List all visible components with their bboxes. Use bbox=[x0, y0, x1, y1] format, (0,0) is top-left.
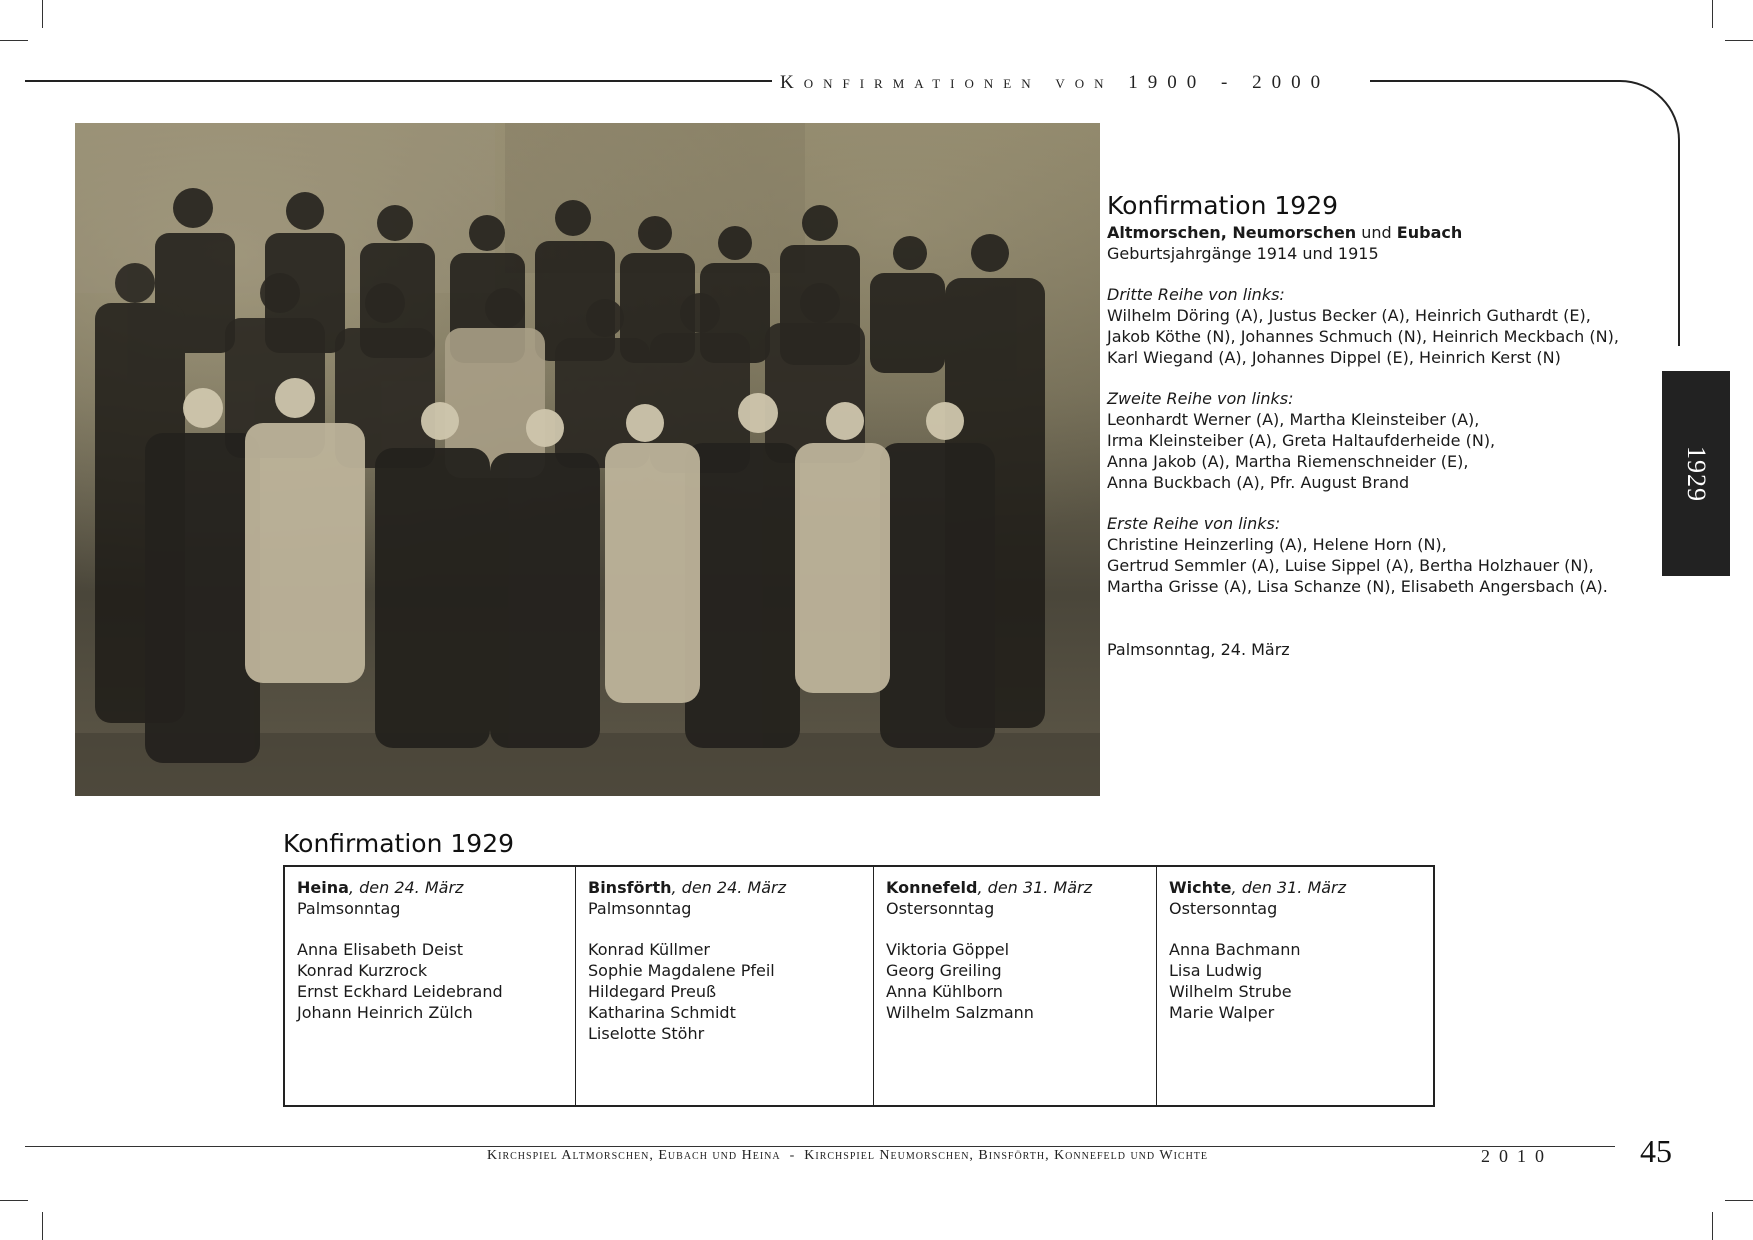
footer-year: 2010 bbox=[1481, 1146, 1553, 1166]
column-date: , den 31. März bbox=[1231, 878, 1347, 897]
crop-mark bbox=[0, 1200, 28, 1201]
row-names-line: Anna Buckbach (A), Pfr. August Brand bbox=[1107, 473, 1410, 492]
confirmand-name: Johann Heinrich Zülch bbox=[297, 1003, 473, 1022]
page-number: 45 bbox=[1640, 1133, 1672, 1169]
row-names-line: Martha Grisse (A), Lisa Schanze (N), Elisabeth Angersbach (A). bbox=[1107, 577, 1608, 596]
column-heading bbox=[297, 877, 563, 898]
crop-mark bbox=[1725, 1200, 1753, 1201]
row-heading: Zweite Reihe von links: bbox=[1107, 389, 1294, 408]
caption-place-1: Altmorschen, Neumorschen bbox=[1107, 223, 1357, 242]
column-occasion: Ostersonntag bbox=[886, 899, 995, 918]
row-names-line: Gertrud Semmler (A), Luise Sippel (A), Bertha Holzhauer (N), bbox=[1107, 556, 1594, 575]
parish-column-binsforth bbox=[576, 867, 874, 1105]
column-heading bbox=[1169, 877, 1421, 898]
confirmand-name: Viktoria Göppel bbox=[886, 940, 1010, 959]
column-place: Binsförth bbox=[588, 878, 672, 897]
confirmand-name: Wilhelm Salzmann bbox=[886, 1003, 1034, 1022]
parish-column-wichte bbox=[1157, 867, 1433, 1105]
row-names-line: Karl Wiegand (A), Johannes Dippel (E), Heinrich Kerst (N) bbox=[1107, 348, 1561, 367]
row-heading: Dritte Reihe von links: bbox=[1107, 285, 1285, 304]
column-date: , den 24. März bbox=[348, 878, 464, 897]
row-names-line: Irma Kleinsteiber (A), Greta Haltaufderheide (N), bbox=[1107, 431, 1496, 450]
row-names-line: Anna Jakob (A), Martha Riemenschneider (E), bbox=[1107, 452, 1469, 471]
year-tab-label: 1929 bbox=[1682, 445, 1711, 502]
crop-mark bbox=[1712, 0, 1713, 28]
crop-mark bbox=[0, 40, 28, 41]
row-heading: Erste Reihe von links: bbox=[1107, 514, 1281, 533]
lower-section-title: Konfirmation 1929 bbox=[283, 829, 515, 858]
caption-place-connector: und bbox=[1356, 223, 1397, 242]
running-footer-text: Kirchspiel Altmorschen, Eubach und Heina - Kirchspiel Neumorschen, Binsförth, Konnefeld und Wichte bbox=[487, 1148, 1209, 1163]
caption-date-note: Palmsonntag, 24. März bbox=[1107, 640, 1290, 659]
header-rule bbox=[25, 80, 772, 82]
column-heading bbox=[886, 877, 1144, 898]
confirmand-name: Katharina Schmidt bbox=[588, 1003, 736, 1022]
confirmand-name: Marie Walper bbox=[1169, 1003, 1275, 1022]
caption-places bbox=[1107, 222, 1667, 243]
confirmand-name: Ernst Eckhard Leidebrand bbox=[297, 982, 503, 1001]
row-names-line: Wilhelm Döring (A), Justus Becker (A), Heinrich Guthardt (E), bbox=[1107, 306, 1591, 325]
row-names-line: Christine Heinzerling (A), Helene Horn (N), bbox=[1107, 535, 1447, 554]
group-photo-figures bbox=[75, 123, 1100, 796]
column-occasion: Ostersonntag bbox=[1169, 899, 1278, 918]
confirmand-name: Anna Elisabeth Deist bbox=[297, 940, 463, 959]
confirmand-name: Wilhelm Strube bbox=[1169, 982, 1292, 1001]
row-names-line: Leonhardt Werner (A), Martha Kleinsteiber (A), bbox=[1107, 410, 1480, 429]
footer-rule bbox=[25, 1146, 1615, 1147]
group-photo bbox=[75, 123, 1100, 796]
column-place: Heina bbox=[297, 878, 349, 897]
year-tab bbox=[1662, 371, 1730, 576]
crop-mark bbox=[42, 0, 43, 28]
column-place: Wichte bbox=[1169, 878, 1232, 897]
column-place: Konnefeld bbox=[886, 878, 978, 897]
row-names-line: Jakob Köthe (N), Johannes Schmuch (N), Heinrich Meckbach (N), bbox=[1107, 327, 1619, 346]
crop-mark bbox=[1712, 1212, 1713, 1240]
parish-table bbox=[283, 865, 1435, 1107]
caption-place-2: Eubach bbox=[1396, 223, 1463, 242]
caption-panel bbox=[1107, 190, 1667, 660]
column-date: , den 24. März bbox=[671, 878, 786, 897]
column-date: , den 31. März bbox=[977, 878, 1093, 897]
column-occasion: Palmsonntag bbox=[297, 899, 401, 918]
confirmand-name: Konrad Küllmer bbox=[588, 940, 710, 959]
confirmand-name: Sophie Magdalene Pfeil bbox=[588, 961, 775, 980]
crop-mark bbox=[42, 1212, 43, 1240]
confirmand-name: Liselotte Stöhr bbox=[588, 1024, 705, 1043]
confirmand-name: Konrad Kurzrock bbox=[297, 961, 428, 980]
caption-title: Konfirmation 1929 bbox=[1107, 191, 1339, 220]
column-occasion: Palmsonntag bbox=[588, 899, 692, 918]
confirmand-name: Hildegard Preuß bbox=[588, 982, 717, 1001]
crop-mark bbox=[1725, 40, 1753, 41]
confirmand-name: Lisa Ludwig bbox=[1169, 961, 1263, 980]
parish-column-heina bbox=[285, 867, 576, 1105]
confirmand-name: Anna Kühlborn bbox=[886, 982, 1003, 1001]
caption-birth-years: Geburtsjahrgänge 1914 und 1915 bbox=[1107, 244, 1379, 263]
parish-column-konnefeld bbox=[874, 867, 1157, 1105]
confirmand-name: Anna Bachmann bbox=[1169, 940, 1301, 959]
confirmand-name: Georg Greiling bbox=[886, 961, 1002, 980]
running-header-title: Konfirmationen von 1900 - 2000 bbox=[780, 72, 1331, 93]
column-heading bbox=[588, 877, 861, 898]
